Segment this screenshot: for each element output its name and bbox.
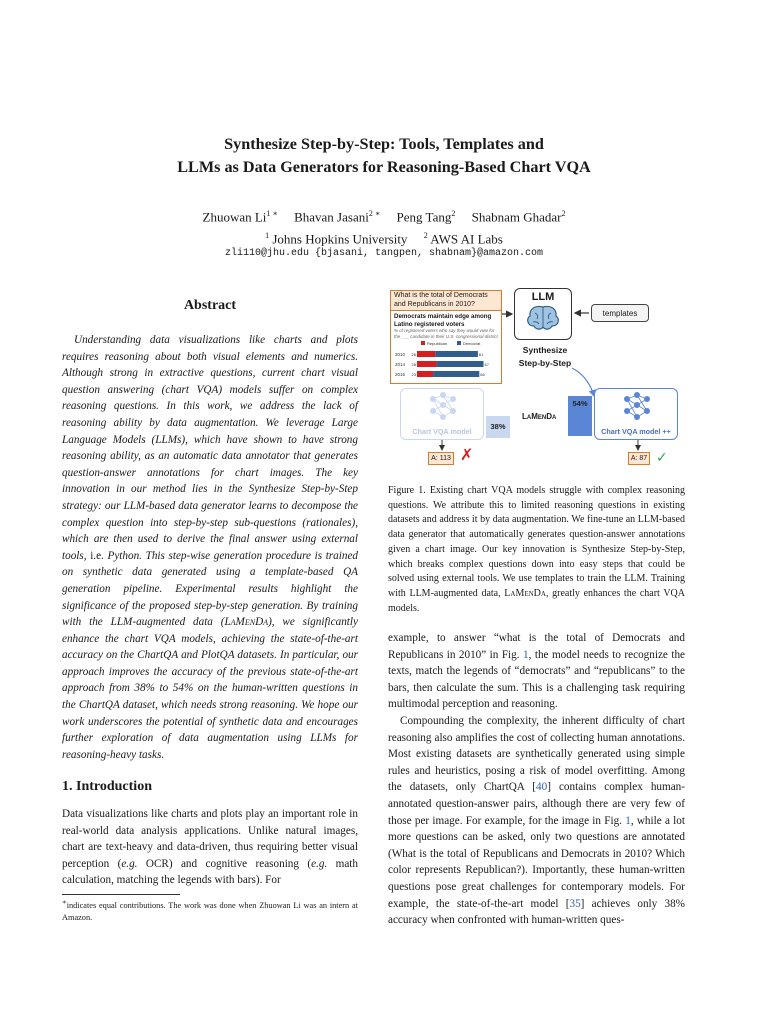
chart-subtitle: % of registered voters who say they would vote for the ___ candidate in their U.S. congressional district (394, 328, 498, 339)
text-part: ] achieves only 38% accuracy when confronted with human-written ques- (388, 897, 685, 927)
citation-link[interactable]: 35 (569, 897, 581, 910)
paper-title (0, 133, 768, 179)
author-names (0, 204, 768, 226)
bar (435, 351, 478, 357)
author-emails[interactable]: zli110@jhu.edu {bjasani, tangpen, shabnam}@amazon.com (224, 248, 544, 259)
old-model-name: Chart VQA model (412, 427, 472, 436)
new-model-name: Chart VQA model ++ (601, 427, 671, 436)
affiliation-name: Johns Hopkins University (272, 231, 408, 247)
abstract-part: Understanding data visualizations like charts and plots requires reasoning about both visual elements and numerics. Although strong in extractive questions, current chart visual question answering (chart VQA) models suffer on complex reasoning questions. In this work, we address the lack of reasoning ability by data augmentation. We leverage Large Language Models (LLMs), which have shown to have strong reasoning ability, as an automatic data annotator that generates question-answer annotations for chart images. The key innovation in our method lies in the Synthesize Step-by-Step strategy: our LLM-based data generator learns to decompose the complex question into step-by-step sub-questions (rationales), which are then used to derive the final answer using external tools, (62, 334, 358, 562)
checkmark-icon: ✓ (656, 449, 668, 465)
footnote-mark: ∗ (62, 899, 67, 906)
data-label: 67 (484, 362, 489, 367)
bar (417, 351, 435, 357)
author-block (0, 204, 768, 249)
text-part: Compounding the complexity, the inherent difficulty of chart reasoning also amplifies the cost of collecting human annotations. Most existing datasets are synthetically generated using simple rules and heuristics, posing a risk of model overfitting. Among the datasets, only ChartQA [ (388, 714, 685, 794)
bar-chart (391, 339, 499, 385)
title-line-1: Synthesize Step-by-Step: Tools, Templates and (224, 135, 544, 153)
legend-swatch (457, 341, 461, 345)
abstract-lamenda: LaMenDa (224, 616, 269, 629)
legend-swatch (421, 341, 425, 345)
chart-title: Democrats maintain edge among Latino registered voters (394, 313, 492, 328)
data-label: 61 (478, 352, 484, 357)
synthesize-label (506, 344, 584, 370)
intro-part: OCR) and cognitive reasoning ( (137, 857, 312, 870)
data-label: 28 (411, 362, 416, 367)
llm-label: LLM (531, 291, 555, 303)
author-mark: 2 (561, 209, 566, 218)
affiliation-mark: 2 (423, 231, 428, 241)
affiliations (0, 226, 768, 248)
intro-eg: e.g. (311, 857, 328, 870)
data-label: 23 (411, 372, 416, 377)
abstract-heading: Abstract (183, 298, 237, 313)
author-name: Peng Tang (396, 209, 452, 225)
cross-icon: ✗ (460, 447, 474, 464)
author-name: Zhuowan Li (202, 209, 267, 225)
footnote-rule (62, 894, 180, 895)
citation-link[interactable]: 40 (536, 781, 548, 794)
bar (417, 361, 437, 367)
tick-label: 2010 (395, 352, 406, 357)
lamenda-label: LaMenDa (522, 412, 557, 421)
new-accuracy-bar: 54% (568, 396, 592, 436)
bar (437, 361, 484, 367)
old-answer: A: 113 (428, 452, 454, 465)
text-part: ] contains complex human-annotated question-answer pairs, although there are very few of those per image. For example, for the image in Fig. (388, 781, 685, 827)
intro-part: math calculation, matching the legends with bars). For (62, 857, 358, 887)
legend-label: Democrat (463, 341, 481, 346)
abstract-ie: i.e. (90, 549, 104, 562)
tick-label: 2016 (395, 372, 406, 377)
footnote-text: indicates equal contributions. The work was done when Zhuowan Li was an intern at Amazon. (62, 900, 358, 922)
text-part: , the model needs to recognize the texts, match the legends of “democrats” and “republicans” to the bars, then calculate the sum. This is a challenging task requiring multimodal perception and reasoning. (388, 648, 685, 711)
footnote (62, 897, 358, 924)
affiliation-mark: 1 (265, 231, 270, 241)
figure-ref-link[interactable]: 1 (523, 648, 529, 661)
figure-question: What is the total of Democrats and Republicans in 2010? (391, 291, 501, 311)
chart-question-card (390, 290, 502, 384)
data-label: 66 (480, 372, 485, 377)
arrow-synth-to-model (572, 368, 594, 396)
llm-box (514, 288, 572, 340)
new-model-box (594, 388, 678, 440)
network-icon (595, 389, 679, 429)
intro-heading: 1. Introduction (62, 779, 152, 794)
abstract-part: Python. This step-wise generation procedure is trained on synthetic data generated using a template-based QA generation pipeline. Experimental results highlight the significance of the proposed step-by-step generation. By training with the LLM-augmented data ( (62, 549, 359, 629)
author-name: Shabnam Ghadar (471, 209, 562, 225)
templates-box: templates (591, 304, 649, 322)
intro-text (62, 806, 358, 889)
intro-eg: e.g. (121, 857, 138, 870)
network-icon (401, 389, 485, 429)
caption-label: Figure 1. (388, 485, 426, 496)
new-answer: A: 87 (628, 452, 650, 465)
author-mark: 2 ∗ (368, 209, 381, 218)
caption-part: , greatly enhances the chart VQA models. (388, 587, 685, 614)
affiliation-name: AWS AI Labs (430, 231, 503, 247)
paragraph (388, 713, 685, 929)
legend-label: Republican (427, 341, 448, 346)
bar (433, 371, 479, 377)
paragraph (388, 630, 685, 713)
figure-caption (388, 484, 685, 616)
intro-part: Data visualizations like charts and plots play an important role in real-world data analysis applications. Unlike natural images, chart are text-heavy and data-driven, thus requiring better visual perception ( (62, 808, 358, 870)
old-accuracy-bar: 38% (486, 416, 510, 438)
tick-label: 2014 (395, 362, 406, 367)
text-part: , while a lot more questions can be asked, only two questions are annotated (What is the total of Republicans and Democrats in 2010? Which color represents Republican?). Importantly, these human-written questions pose great challenges for contemporary models. For example, the state-of-the-art model [ (388, 814, 685, 910)
author-mark: 2 (451, 209, 456, 218)
figure-ref-link[interactable]: 1 (625, 814, 631, 827)
synthesize-line-1: Synthesize (522, 345, 568, 355)
caption-part: Existing chart VQA models struggle with complex reasoning questions. We attribute this to limited reasoning questions in existing datasets and address it by data augmentation. We fine-tune an LLM-based data generator that automatically generates question-answer annotations given a chart image. Our key innovation is Synthesize Step-by-Step, which breaks complex questions down into easy steps that could be solved using external tools. We use templates to train the LLM. Training with LLM-augmented data, (388, 485, 685, 599)
author-name: Bhavan Jasani (294, 209, 369, 225)
caption-lamenda: LaMenDa (504, 587, 546, 599)
author-mark: 1 ∗ (266, 209, 278, 218)
old-model-box (400, 388, 484, 440)
figure-1 (388, 284, 688, 474)
brain-icon (523, 303, 563, 333)
synthesize-line-2: Step-by-Step (518, 358, 572, 368)
bar (417, 371, 433, 377)
title-line-2: LLMs as Data Generators for Reasoning-Based Chart VQA (177, 158, 591, 176)
abstract-text (62, 332, 358, 763)
data-label: 26 (411, 352, 416, 357)
right-column-text (388, 630, 685, 929)
abstract-part: ), we significantly enhance the chart VQA models, achieving the state-of-the-art accuracy on the ChartQA and PlotQA datasets. In particular, our approach improves the accuracy of the previous state-of-the-art approach from 38% to 54% on the human-written questions in the ChartQA dataset, which needs strong reasoning. We hope our work underscores the potential of synthetic data and encourages further exploration of data augmentation using LLMs for reasoning-heavy tasks. (62, 616, 358, 761)
text-part: example, to answer “what is the total of Democrats and Republicans in 2010” in Fig. (388, 632, 685, 661)
